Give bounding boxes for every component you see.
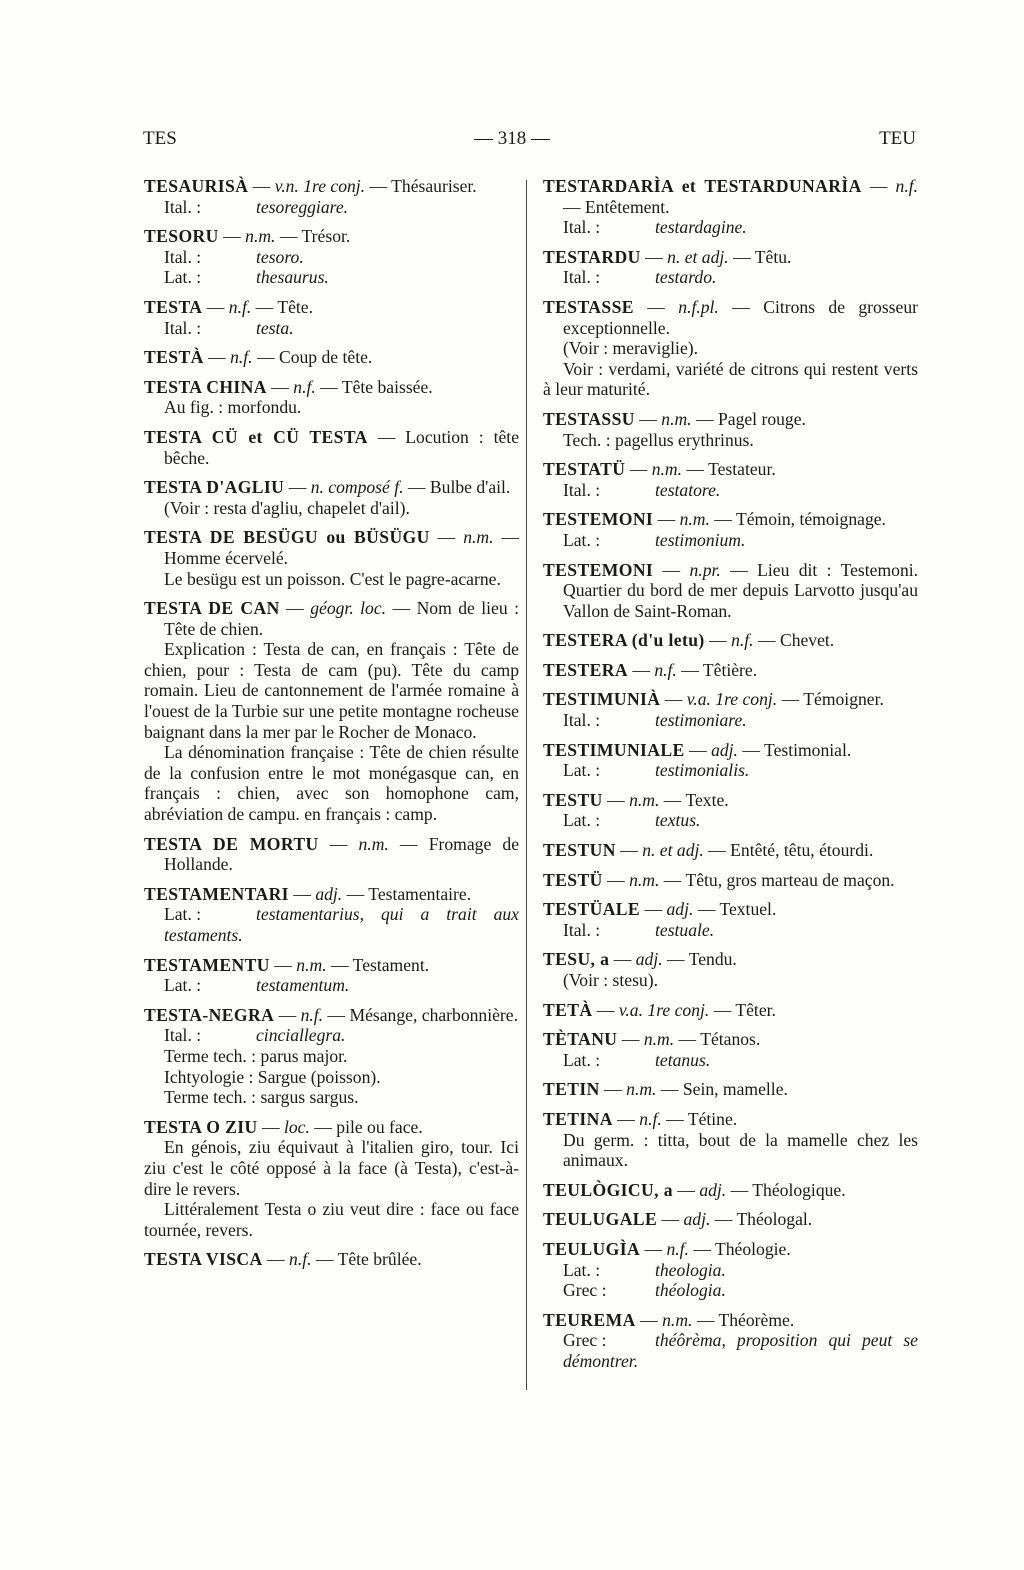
- dictionary-entry: [543, 689, 918, 730]
- column-divider: [526, 180, 527, 1390]
- dictionary-entry: [144, 527, 519, 589]
- dictionary-entry: [144, 427, 519, 468]
- headword: TESTARDARÌA et TESTARDUNARÌA: [543, 176, 862, 196]
- etymology-value: testimoniare.: [655, 710, 747, 731]
- dictionary-entry: [144, 1117, 519, 1241]
- definition: Nom de lieu : Tête de chien.: [164, 598, 520, 639]
- dictionary-entry: [543, 1209, 918, 1230]
- grammar-tag: n.f.: [228, 296, 252, 317]
- headword: TESTA CÜ et CÜ TESTA: [144, 426, 368, 447]
- definition: Tétine.: [687, 1108, 738, 1129]
- definition: Textuel.: [719, 899, 777, 920]
- etymology-value: tetanus.: [655, 1049, 711, 1070]
- headword: TESTAMENTARI: [144, 883, 289, 904]
- grammar-tag: n.f.: [293, 376, 316, 397]
- dictionary-entry: [144, 598, 519, 825]
- grammar-tag: n. composé f.: [310, 477, 404, 498]
- definition: Testateur.: [708, 459, 776, 480]
- definition: Thésauriser.: [391, 176, 477, 196]
- dictionary-entry: [543, 630, 918, 651]
- dictionary-entry: [144, 955, 519, 996]
- grammar-tag: n. et adj.: [667, 246, 729, 267]
- grammar-tag: loc.: [283, 1116, 310, 1137]
- grammar-tag: n.f.: [731, 630, 754, 651]
- definition: Tête brûlée.: [337, 1249, 422, 1270]
- grammar-tag: v.a. 1re conj.: [686, 689, 778, 710]
- dictionary-entry: [543, 1079, 918, 1100]
- dictionary-entry: [144, 1249, 519, 1270]
- dictionary-entry: [543, 176, 918, 238]
- headword: TESTATÜ: [543, 459, 626, 480]
- definition: Testamentaire.: [368, 883, 472, 904]
- grammar-tag: géogr. loc.: [310, 598, 387, 619]
- page-number: — 318 —: [474, 128, 550, 149]
- entry-headline: TESTA CÜ et CÜ TESTA — Locution : tête bêche.: [144, 426, 520, 468]
- entry-headline: TESTA O ZIU — loc. — pile ou face.: [144, 1116, 423, 1137]
- etymology-label: Lat. :: [563, 760, 601, 781]
- headword: TESTASSU: [543, 408, 635, 429]
- dictionary-entry: [543, 560, 918, 622]
- etymology-label: Ital. :: [563, 479, 601, 500]
- dictionary-entry: [144, 884, 519, 946]
- definition: Entêté, têtu, étourdi.: [730, 840, 874, 861]
- etymology-row: [543, 710, 918, 731]
- dictionary-entry: [543, 840, 918, 861]
- entry-headline: TESTA VISCA — n.f. — Tête brûlée.: [144, 1249, 422, 1270]
- dictionary-entry: [543, 790, 918, 831]
- etymology-label: Ital. :: [563, 919, 601, 940]
- headword: TESTA VISCA: [144, 1249, 263, 1270]
- dictionary-entry: [144, 477, 519, 518]
- headword: TESTASSE: [543, 296, 634, 317]
- etymology-label: Lat. :: [164, 975, 202, 996]
- definition: Théorème.: [718, 1309, 795, 1330]
- entry-headline: TEUREMA — n.m. — Théorème.: [543, 1309, 795, 1330]
- dictionary-entry: [543, 297, 918, 400]
- definition: Mésange, charbonnière.: [349, 1004, 518, 1025]
- dictionary-entry: [543, 509, 918, 550]
- entry-note: (Voir : meraviglie).: [563, 338, 699, 359]
- headword: TESTA DE CAN: [144, 598, 280, 619]
- headword: TÈTANU: [543, 1029, 618, 1050]
- grammar-tag: adj.: [635, 949, 663, 970]
- entry-headline: TETINA — n.f. — Tétine.: [543, 1108, 738, 1129]
- grammar-tag: n.f.: [300, 1004, 324, 1025]
- entry-headline: TETIN — n.m. — Sein, mamelle.: [543, 1079, 788, 1100]
- etymology-value: testimonialis.: [655, 760, 750, 781]
- definition: Théologie.: [715, 1238, 791, 1259]
- definition: Locution : tête bêche.: [164, 426, 520, 468]
- etymology-label: Ital. :: [164, 246, 202, 267]
- headword: TESTÜ: [543, 869, 603, 890]
- right-column: [543, 176, 918, 1381]
- etymology-value: cinciallegra.: [256, 1025, 346, 1046]
- entry-headline: TESTA D'AGLIU — n. composé f. — Bulbe d'ail.: [144, 477, 511, 498]
- etymology-row: [543, 1330, 918, 1371]
- entry-headline: TESTERA (d'u letu) — n.f. — Chevet.: [543, 630, 835, 651]
- headword: TESTERA: [543, 659, 628, 680]
- entry-headline: TESTU — n.m. — Texte.: [543, 789, 729, 810]
- entry-headline: TESTA DE MORTU — n.m. — Fromage de Hollande.: [144, 833, 520, 875]
- grammar-tag: n. et adj.: [642, 840, 704, 861]
- definition: Têtière.: [702, 659, 758, 680]
- headword: TESTA D'AGLIU: [144, 477, 285, 498]
- grammar-tag: n.f.: [639, 1108, 662, 1129]
- etymology-label: Lat. :: [563, 1259, 601, 1280]
- grammar-tag: adj.: [315, 883, 343, 904]
- definition: Testament.: [352, 954, 430, 975]
- headword: TESTA-NEGRA: [144, 1004, 275, 1025]
- dictionary-entry: [144, 347, 519, 368]
- definition: Tétanos.: [700, 1029, 761, 1050]
- etymology-row: [144, 975, 519, 996]
- etymology-row: [543, 480, 918, 501]
- headword: TESTIMUNIÀ: [543, 689, 661, 710]
- etymology-label: Ital. :: [563, 710, 601, 731]
- dictionary-entry: [543, 1000, 918, 1021]
- entry-note: (Voir : stesu).: [563, 970, 658, 990]
- entry-headline: TESTÜALE — adj. — Textuel.: [543, 899, 777, 920]
- headword: TESTÀ: [144, 347, 204, 368]
- etymology-row: [543, 920, 918, 941]
- etymology-label: Lat. :: [563, 529, 601, 550]
- etymology-value: testardo.: [655, 267, 717, 288]
- headword: TESTA CHINA: [144, 376, 267, 397]
- definition: Tête.: [277, 296, 313, 317]
- headword: TEULUGÌA: [543, 1238, 641, 1259]
- headword: TEULÒGICU, a: [543, 1179, 673, 1200]
- dictionary-entry: [543, 1180, 918, 1201]
- definition: Trésor.: [301, 226, 351, 247]
- etymology-label: Lat. :: [164, 267, 202, 288]
- definition: Chevet.: [779, 630, 835, 651]
- etymology-value: tesoreggiare.: [256, 196, 349, 217]
- entry-headline: TESU, a — adj. — Tendu.: [543, 949, 737, 970]
- etymology-row: [144, 1025, 519, 1046]
- dictionary-entry: [543, 660, 918, 681]
- entry-headline: TESTA CHINA — n.f. — Tête baissée.: [144, 376, 433, 397]
- dictionary-entry: [543, 247, 918, 288]
- definition: Homme écervelé.: [164, 547, 289, 568]
- entry-headline: TESTA DE CAN — géogr. loc. — Nom de lieu : Tête de chien.: [144, 598, 520, 639]
- entry-headline: TESORU — n.m. — Trésor.: [144, 226, 351, 247]
- running-head-right: TEU: [879, 128, 916, 149]
- etymology-row: [144, 904, 519, 945]
- entry-headline: TESTA DE BESÜGU ou BÜSÜGU — n.m. — Homme écervelé.: [144, 527, 520, 568]
- dictionary-entry: [144, 377, 519, 418]
- etymology-label: Lat. :: [164, 904, 202, 925]
- etymology-label: Ital. :: [164, 317, 202, 338]
- definition: Têtu, gros marteau de maçon.: [685, 869, 895, 890]
- entry-headline: TESTERA — n.f. — Têtière.: [543, 659, 758, 680]
- definition: Têtu.: [754, 246, 792, 267]
- headword: TESTA DE BESÜGU ou BÜSÜGU: [144, 527, 430, 548]
- entry-headline: TESTUN — n. et adj. — Entêté, têtu, étourdi.: [543, 840, 874, 861]
- definition: Coup de tête.: [278, 347, 373, 368]
- etymology-row: [543, 1260, 918, 1281]
- etymology-row: [144, 197, 519, 218]
- etymology-value: testardagine.: [655, 217, 747, 238]
- entry-headline: TESTA — n.f. — Tête.: [144, 296, 313, 317]
- headword: TESTU: [543, 789, 603, 810]
- etymology-row: [543, 530, 918, 551]
- etymology-row: [543, 1050, 918, 1071]
- grammar-tag: adj.: [683, 1209, 711, 1230]
- entry-headline: TESTEMONI — n.pr. — Lieu dit : Testemoni. Quartier du bord de mer depuis Larvotto jusqu'au Vallon de Saint-Roman.: [543, 559, 919, 621]
- entry-note: Tech. : pagellus erythrinus.: [563, 429, 754, 450]
- grammar-tag: n.m.: [661, 408, 692, 429]
- entry-headline: TESTATÜ — n.m. — Testateur.: [543, 459, 776, 480]
- grammar-tag: n.m.: [629, 789, 660, 810]
- entry-note: Terme tech. : parus major.: [164, 1045, 348, 1066]
- dictionary-entry: [543, 1029, 918, 1070]
- entry-headline: TESTIMUNIALE — adj. — Testimonial.: [543, 739, 852, 760]
- grammar-tag: n.f.: [289, 1249, 312, 1270]
- definition: Testimonial.: [764, 739, 852, 760]
- entry-headline: TETÀ — v.a. 1re conj. — Têter.: [543, 999, 776, 1020]
- headword: TETÀ: [543, 999, 593, 1020]
- dictionary-entry: [543, 899, 918, 940]
- etymology-label: Ital. :: [164, 196, 202, 217]
- headword: TESU, a: [543, 949, 610, 970]
- grammar-tag: v.n. 1re conj.: [274, 176, 366, 196]
- headword: TEUREMA: [543, 1309, 636, 1330]
- etymology-row: [144, 267, 519, 288]
- headword: TESTERA (d'u letu): [543, 630, 705, 651]
- etymology-row: [543, 760, 918, 781]
- dictionary-entry: [144, 834, 519, 875]
- dictionary-entry: [543, 459, 918, 500]
- etymology-value: testa.: [256, 317, 294, 338]
- dictionary-entry: [144, 297, 519, 338]
- left-column: [144, 176, 519, 1279]
- definition: Tendu.: [688, 949, 737, 970]
- grammar-tag: n.f.pl.: [678, 296, 719, 317]
- definition: pile ou face.: [336, 1116, 423, 1137]
- definition: Fromage de Hollande.: [164, 833, 520, 875]
- etymology-value: theologia.: [655, 1259, 726, 1280]
- grammar-tag: n.m.: [679, 509, 710, 530]
- etymology-label: Ital. :: [563, 267, 601, 288]
- etymology-value: testuale.: [655, 919, 715, 940]
- entry-headline: TESAURISÀ — v.n. 1re conj. — Thésauriser.: [144, 176, 477, 196]
- etymology-value: testatore.: [655, 479, 721, 500]
- etymology-label: Grec :: [563, 1330, 607, 1351]
- grammar-tag: n.m.: [643, 1029, 675, 1050]
- headword: TESTUN: [543, 840, 616, 861]
- headword: TESTEMONI: [543, 559, 654, 580]
- entry-paragraph: En génois, ziu équivaut à l'italien giro, tour. Ici ziu c'est le côté opposé à la face (à Testa), c'est-à-dire le revers.: [144, 1137, 519, 1199]
- entry-headline: TESTARDARÌA et TESTARDUNARÌA — n.f. — Entêtement.: [543, 176, 918, 217]
- headword: TESTAMENTU: [144, 954, 270, 975]
- entry-paragraph: Explication : Testa de can, en français : Tête de chien, pour : Testa de cam (pu). Tête du camp romain. Lieu de cantonnement de l'armée romaine à l'ouest de la Turbie sur une petite montagne rocheuse baignant dans la mer par le Rocher de Monaco.: [144, 639, 519, 742]
- headword: TESTÜALE: [543, 899, 641, 920]
- headword: TETINA: [543, 1108, 613, 1129]
- definition: Citrons de grosseur exceptionnelle.: [563, 296, 918, 338]
- entry-headline: TESTAMENTU — n.m. — Testament.: [144, 954, 430, 975]
- etymology-label: Ital. :: [164, 1025, 202, 1046]
- definition: Têter.: [735, 999, 776, 1020]
- entry-note: (Voir : resta d'agliu, chapelet d'ail).: [164, 497, 410, 518]
- entry-headline: TEULÒGICU, a — adj. — Théologique.: [543, 1179, 846, 1200]
- grammar-tag: n.m.: [463, 527, 494, 548]
- grammar-tag: adj.: [699, 1179, 727, 1200]
- definition: Tête baissée.: [341, 376, 433, 397]
- entry-paragraph: La dénomination française : Tête de chien résulte de la confusion entre le mot monégasque can, en français : chien, avec son homophone cam, abréviation de campu. en français : camp.: [144, 742, 519, 825]
- entry-headline: TEULUGÌA — n.f. — Théologie.: [543, 1238, 791, 1259]
- headword: TESTA: [144, 296, 203, 317]
- entry-headline: TESTIMUNIÀ — v.a. 1re conj. — Témoigner.: [543, 689, 884, 710]
- grammar-tag: n.pr.: [689, 559, 721, 580]
- entry-note: Au fig. : morfondu.: [164, 397, 302, 418]
- definition: Lieu dit : Testemoni. Quartier du bord de mer depuis Larvotto jusqu'au Vallon de Saint-Roman.: [563, 559, 919, 621]
- grammar-tag: n.m.: [629, 869, 660, 890]
- grammar-tag: n.m.: [358, 833, 389, 854]
- etymology-value: testamentum.: [256, 975, 350, 996]
- etymology-row: [144, 247, 519, 268]
- headword: TESORU: [144, 226, 219, 247]
- grammar-tag: n.m.: [662, 1309, 693, 1330]
- entry-note: Terme tech. : sargus sargus.: [164, 1087, 359, 1108]
- grammar-tag: n.m.: [296, 954, 327, 975]
- dictionary-entry: [543, 949, 918, 990]
- headword: TESTA DE MORTU: [144, 833, 319, 854]
- headword: TESTIMUNIALE: [543, 739, 685, 760]
- definition: Bulbe d'ail.: [429, 477, 511, 498]
- dictionary-entry: [144, 226, 519, 288]
- headword: TETIN: [543, 1079, 600, 1100]
- entry-headline: TESTEMONI — n.m. — Témoin, témoignage.: [543, 509, 886, 530]
- entry-headline: TESTAMENTARI — adj. — Testamentaire.: [144, 883, 472, 904]
- headword: TEULUGALE: [543, 1209, 658, 1230]
- entry-headline: TESTÀ — n.f. — Coup de tête.: [144, 347, 373, 368]
- etymology-value: théôrèma, proposition qui peut se démontrer.: [563, 1330, 918, 1371]
- definition: Entêtement.: [585, 196, 670, 217]
- etymology-row: [543, 217, 918, 238]
- definition: Théologique.: [752, 1179, 846, 1200]
- entry-headline: TESTASSU — n.m. — Pagel rouge.: [543, 408, 806, 429]
- entry-headline: TÈTANU — n.m. — Tétanos.: [543, 1029, 761, 1050]
- entry-headline: TESTÜ — n.m. — Têtu, gros marteau de maçon.: [543, 869, 895, 890]
- dictionary-entry: [543, 1239, 918, 1301]
- etymology-label: Lat. :: [563, 810, 601, 831]
- dictionary-entry: [543, 740, 918, 781]
- dictionary-entry: [543, 409, 918, 450]
- definition: Théologal.: [736, 1209, 813, 1230]
- entry-paragraph: Voir : verdami, variété de citrons qui restent verts à leur maturité.: [543, 358, 918, 400]
- running-head-left: TES: [143, 128, 177, 149]
- etymology-row: [543, 810, 918, 831]
- grammar-tag: n.m.: [626, 1079, 657, 1100]
- grammar-tag: v.a. 1re conj.: [618, 999, 710, 1020]
- definition: Pagel rouge.: [717, 408, 806, 429]
- etymology-row: [144, 318, 519, 339]
- headword: TESTA O ZIU: [144, 1116, 258, 1137]
- etymology-value: textus.: [655, 810, 701, 831]
- headword: TESTEMONI: [543, 509, 654, 530]
- entry-note: Ichtyologie : Sargue (poisson).: [164, 1066, 381, 1087]
- dictionary-entry: [543, 1109, 918, 1171]
- etymology-value: tesoro.: [256, 246, 304, 267]
- grammar-tag: n.m.: [245, 226, 276, 247]
- definition: Témoin, témoignage.: [735, 509, 886, 530]
- headword: TESTARDU: [543, 246, 641, 267]
- definition: Témoigner.: [803, 689, 884, 710]
- etymology-row: [543, 267, 918, 288]
- grammar-tag: n.f.: [895, 176, 918, 196]
- dictionary-entry: [144, 176, 519, 217]
- entry-headline: TEULUGALE — adj. — Théologal.: [543, 1209, 813, 1230]
- etymology-label: Lat. :: [563, 1049, 601, 1070]
- dictionary-entry: [543, 1310, 918, 1372]
- grammar-tag: n.m.: [651, 459, 683, 480]
- definition: Texte.: [685, 789, 729, 810]
- etymology-label: Grec :: [563, 1280, 607, 1301]
- entry-paragraph: Littéralement Testa o ziu veut dire : face ou face tournée, revers.: [144, 1199, 519, 1240]
- grammar-tag: adj.: [711, 739, 738, 760]
- etymology-value: testamentarius, qui a trait aux testaments.: [164, 904, 519, 945]
- etymology-row: [543, 1280, 918, 1301]
- entry-note: Du germ. : titta, bout de la mamelle chez les animaux.: [563, 1129, 918, 1171]
- entry-paragraph: Le besügu est un poisson. C'est le pagre-acarne.: [164, 568, 501, 589]
- entry-headline: TESTA-NEGRA — n.f. — Mésange, charbonnière.: [144, 1004, 518, 1025]
- etymology-label: Ital. :: [563, 217, 601, 238]
- dictionary-entry: [543, 870, 918, 891]
- entry-headline: TESTARDU — n. et adj. — Têtu.: [543, 246, 792, 267]
- definition: Sein, mamelle.: [682, 1079, 788, 1100]
- entry-headline: TESTASSE — n.f.pl. — Citrons de grosseur exceptionnelle.: [543, 296, 918, 338]
- grammar-tag: n.f.: [654, 659, 677, 680]
- headword: TESAURISÀ: [144, 176, 249, 196]
- etymology-value: testimonium.: [655, 529, 746, 550]
- dictionary-entry: [144, 1005, 519, 1108]
- etymology-value: thesaurus.: [256, 267, 329, 288]
- grammar-tag: n.f.: [230, 347, 253, 368]
- grammar-tag: adj.: [666, 899, 694, 920]
- etymology-value: théologia.: [655, 1280, 726, 1301]
- grammar-tag: n.f.: [666, 1238, 689, 1259]
